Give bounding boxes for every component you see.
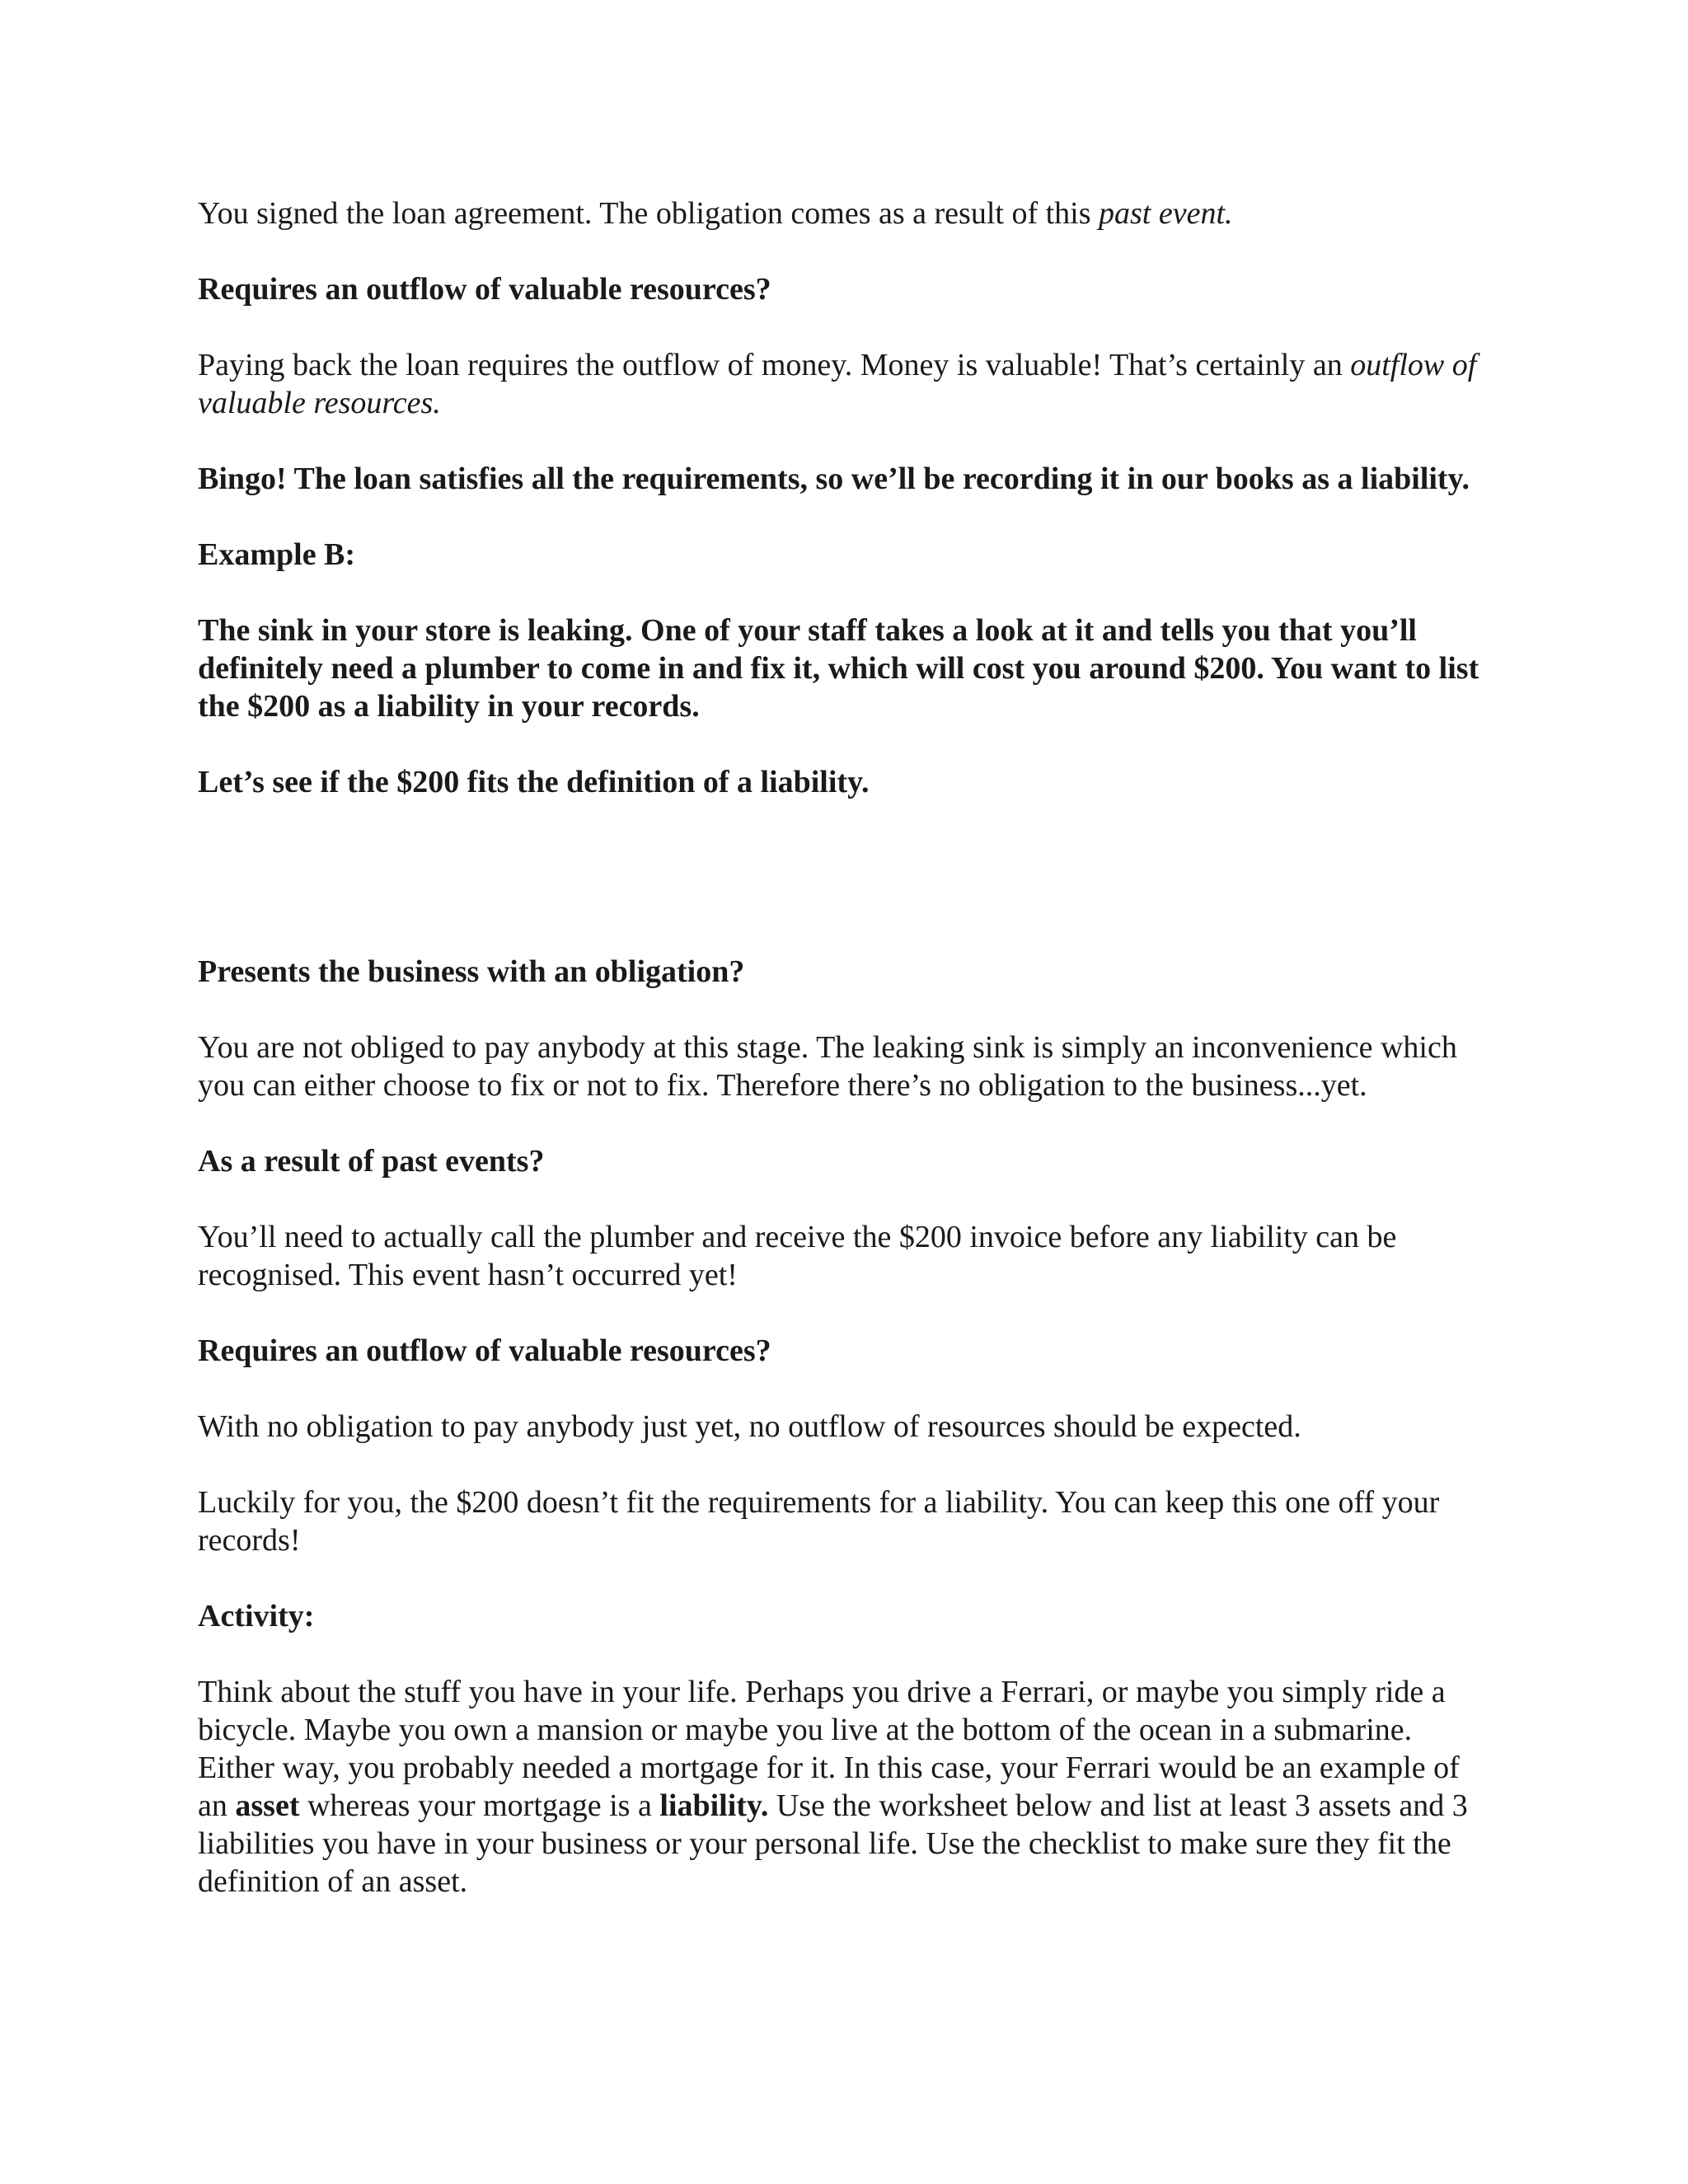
heading-past-events: As a result of past events? <box>198 1144 545 1179</box>
paragraph-call-plumber: You’ll need to actually call the plumber and receive the $200 invoice before any liability can be recognised. This event hasn’t occurred yet! <box>198 1220 1397 1292</box>
paragraph-past-event: You signed the loan agreement. The obligation comes as a result of this past event. <box>198 196 1233 231</box>
paragraph-bingo: Bingo! The loan satisfies all the requirements, so we’ll be recording it in our books as a liability. <box>198 462 1470 496</box>
heading-activity: Activity: <box>198 1599 315 1633</box>
paragraph-sink-leaking: The sink in your store is leaking. One of your staff takes a look at it and tells you that you’ll definitely need a plumber to come in and fix it, which will cost you around $200. You want to list the $200 as a liability in your records. <box>198 613 1479 724</box>
bold-liability: liability. <box>659 1788 769 1823</box>
blank-space <box>198 839 1484 953</box>
heading-example-b: Example B: <box>198 537 356 572</box>
paragraph-activity-instructions: Think about the stuff you have in your life. Perhaps you drive a Ferrari, or maybe you simply ride a bicycle. Maybe you own a mansion or maybe you live at the bottom of the ocean in a submarine. Either way, you probably needed a mortgage for it. In this case, your Ferrari would be an example of an asset whereas your mortgage is a liability. Use the worksheet below and list at least 3 assets and 3 liabilities you have in your business or your personal life. Use the checklist to make sure they fit the definition of an asset. <box>198 1675 1468 1899</box>
heading-presents-obligation: Presents the business with an obligation? <box>198 954 745 989</box>
heading-outflow-resources-2: Requires an outflow of valuable resources? <box>198 1333 771 1368</box>
paragraph-not-obliged: You are not obliged to pay anybody at this stage. The leaking sink is simply an inconvenience which you can either choose to fix or not to fix. Therefore there’s no obligation to the business...yet. <box>198 1030 1457 1103</box>
paragraph-paying-back-loan: Paying back the loan requires the outflow of money. Money is valuable! That’s certainly an outflow of valuable resources. <box>198 348 1477 420</box>
heading-outflow-resources: Requires an outflow of valuable resources? <box>198 272 771 307</box>
document-body <box>198 194 1484 1938</box>
italic-outflow-resources: outflow of valuable resources. <box>198 348 1477 420</box>
italic-past-event: past event. <box>1099 196 1233 231</box>
paragraph-no-obligation: With no obligation to pay anybody just yet, no outflow of resources should be expected. <box>198 1409 1301 1444</box>
bold-asset: asset <box>235 1788 300 1823</box>
paragraph-lets-see: Let’s see if the $200 fits the definition of a liability. <box>198 765 870 799</box>
paragraph-luckily: Luckily for you, the $200 doesn’t fit the requirements for a liability. You can keep this one off your records! <box>198 1485 1440 1558</box>
